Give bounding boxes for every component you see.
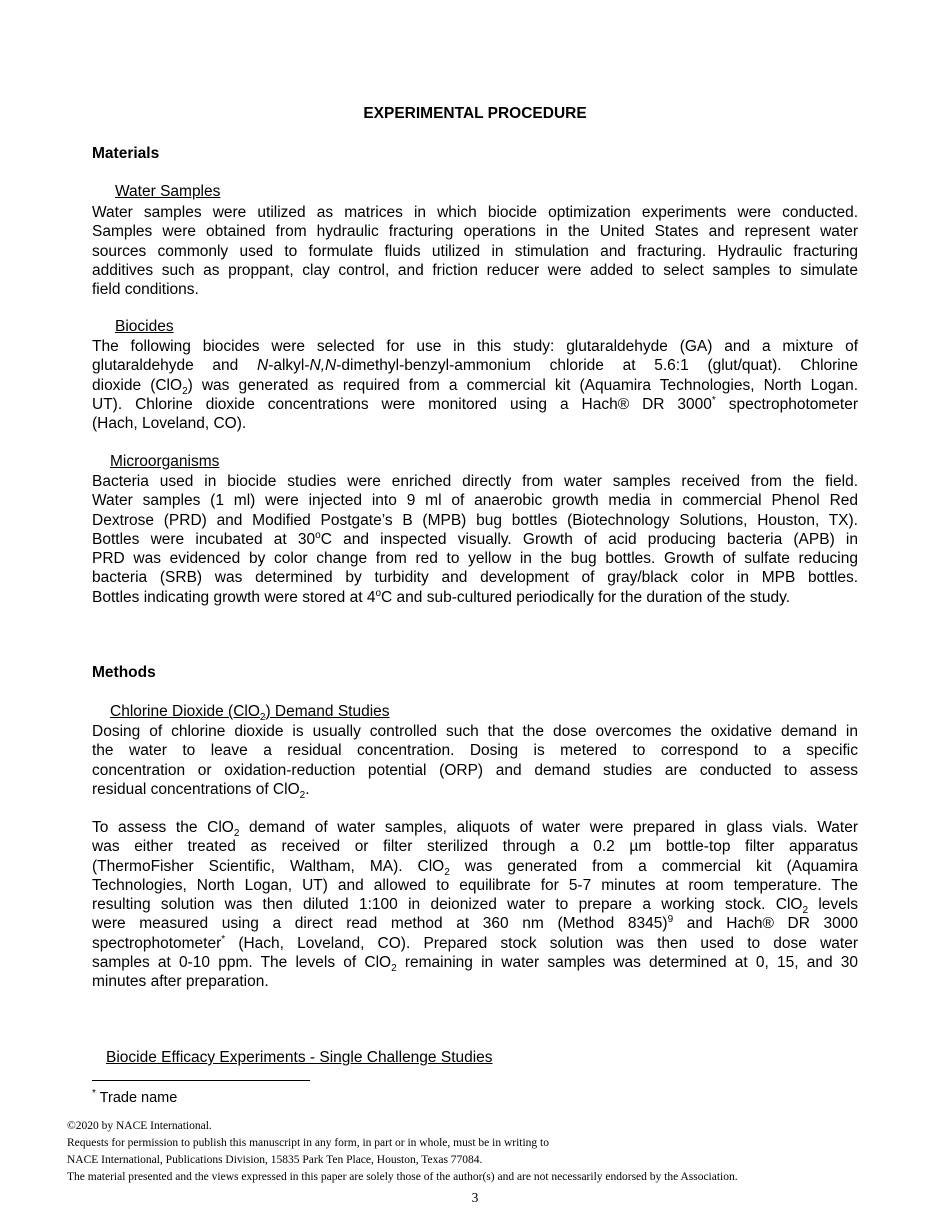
text-run: remaining in water samples was determined at 0, 15, and 30 — [396, 954, 858, 972]
text-run: -alkyl- — [268, 357, 310, 375]
text-line: sources commonly used to formulate fluids utilized in stimulation and fracturing. Hydraulic fracturing — [92, 242, 858, 260]
microorganisms-heading: Microorganisms — [110, 453, 220, 470]
italic-text: N,N — [309, 357, 337, 375]
biocides-paragraph — [92, 337, 858, 433]
demand-studies-heading — [110, 703, 390, 724]
materials-heading: Materials — [92, 145, 160, 162]
text-run: C and inspected visually. Growth of acid producing bacteria (APB) in — [320, 530, 858, 548]
text-run: were measured using a direct read method at 360 nm (Method 8345) — [92, 915, 668, 933]
text-line — [92, 934, 858, 953]
biocides-heading: Biocides — [115, 318, 174, 335]
subscript: 2 — [259, 712, 266, 724]
text-line: the water to leave a residual concentration. Dosing is metered to correspond to a specific — [92, 742, 858, 760]
text-run: Bottles indicating growth were stored at 4 — [92, 588, 376, 606]
text-run: (Hach, Loveland, CO). Prepared stock solution was then used to dose water — [225, 934, 858, 952]
text-run: -dimethyl-benzyl-ammonium chloride at 5.6:1 (glut/quat). Chlorine — [336, 357, 858, 375]
text-run: spectrophotometer — [92, 934, 222, 952]
text-run: UT). Chlorine dioxide concentrations were monitored using a Hach® DR 3000 — [92, 395, 712, 413]
superscript: * — [221, 933, 226, 945]
superscript: * — [711, 394, 716, 406]
text-line: Water samples (1 ml) were injected into 9 ml of anaerobic growth media in commercial Phenol Red — [92, 492, 858, 510]
text-line — [92, 953, 858, 975]
microorganisms-paragraph — [92, 472, 858, 607]
methods-heading: Methods — [92, 664, 156, 681]
superscript: 9 — [667, 914, 674, 926]
text-line: Dextrose (PRD) and Modified Postgate’s B (MPB) bug bottles (Biotechnology Solutions, Houston, TX). — [92, 511, 858, 529]
demand-paragraph-2 — [92, 818, 858, 992]
text-run: ) was generated as required from a commercial kit (Aquamira Technologies, North Logan. — [187, 376, 859, 394]
water-samples-paragraph — [92, 203, 858, 299]
text-run: . — [305, 780, 310, 798]
address-line: NACE International, Publications Division, 15835 Park Ten Place, Houston, Texas 77084. — [67, 1154, 483, 1166]
text-line: minutes after preparation. — [92, 973, 269, 991]
page-number: 3 — [471, 1190, 479, 1205]
subscript: 2 — [391, 963, 397, 975]
text-run: C and sub-cultured periodically for the duration of the study. — [381, 588, 791, 606]
subscript: 2 — [299, 789, 306, 801]
text-line: concentration or oxidation-reduction potential (ORP) and demand studies are conducted to assess — [92, 761, 858, 779]
subscript: 2 — [233, 828, 240, 840]
text-run: was generated from a commercial kit (Aquamira — [449, 857, 858, 875]
text-run: dioxide (ClO — [92, 376, 183, 394]
text-run: spectrophotometer — [715, 395, 858, 413]
text-line — [92, 857, 858, 876]
text-run: residual concentrations of ClO — [92, 780, 300, 798]
text-line — [92, 895, 858, 917]
copyright-line: ©2020 by NACE International. — [67, 1120, 212, 1132]
superscript: o — [315, 529, 321, 541]
text-run: ) Demand Studies — [265, 703, 390, 720]
text-line: Technologies, North Logan, UT) and allowed to equilibrate for 5-7 minutes at room temperature. The — [92, 876, 858, 894]
text-line: Samples were obtained from hydraulic fracturing operations in the United States and represent water — [92, 223, 858, 241]
subscript: 2 — [444, 866, 450, 878]
text-line: was either treated as received or filter sterilized through a 0.2 µm bottle-top filter apparatus — [92, 838, 858, 856]
superscript: o — [375, 587, 382, 599]
footnote-mark: * — [92, 1088, 96, 1100]
text-line — [92, 376, 858, 395]
water-samples-heading: Water Samples — [115, 183, 221, 200]
text-line: PRD was evidenced by color change from red to yellow in the bug bottles. Growth of sulfate reducing — [92, 550, 858, 568]
text-run: Bottles were incubated at 30 — [92, 530, 316, 548]
text-line: Dosing of chlorine dioxide is usually controlled such that the dose overcomes the oxidative demand in — [92, 723, 858, 740]
text-line: field conditions. — [92, 281, 199, 299]
text-run: glutaraldehyde and — [92, 357, 257, 375]
text-run: Chlorine Dioxide (ClO — [110, 703, 260, 720]
text-line: (Hach, Loveland, CO). — [92, 415, 247, 433]
text-line — [92, 395, 858, 414]
text-run: (ThermoFisher Scientific, Waltham, MA). ClO — [92, 857, 445, 875]
subscript: 2 — [182, 385, 188, 397]
text-line: Bacteria used in biocide studies were enriched directly from water samples received from the field. — [92, 473, 858, 490]
text-line: additives such as proppant, clay control, and friction reducer were added to select samples to simulate — [92, 261, 858, 279]
footnote — [92, 1090, 177, 1106]
text-line — [92, 914, 858, 933]
text-line: The following biocides were selected for use in this study: glutaraldehyde (GA) and a mixture of — [92, 338, 858, 355]
text-run: levels — [808, 896, 858, 914]
footnote-rule — [92, 1080, 310, 1081]
text-line: bacteria (SRB) was determined by turbidity and development of gray/black color in MPB bottles. — [92, 569, 858, 587]
demand-paragraph-1 — [92, 722, 858, 799]
efficacy-heading: Biocide Efficacy Experiments - Single Challenge Studies — [106, 1049, 493, 1066]
text-line — [92, 356, 858, 375]
disclaimer-line: The material presented and the views expressed in this paper are solely those of the author(s) and are not necessarily endorsed by the Association. — [67, 1171, 738, 1183]
text-line — [92, 780, 858, 799]
text-run: and Hach® DR 3000 — [673, 915, 859, 933]
permission-line: Requests for permission to publish this manuscript in any form, in part or in whole, must be in writing to — [67, 1137, 549, 1149]
subscript: 2 — [802, 905, 809, 917]
text-run: samples at 0-10 ppm. The levels of ClO — [92, 954, 392, 972]
italic-text: N — [256, 357, 269, 375]
text-line — [92, 818, 858, 840]
text-line: Water samples were utilized as matrices in which biocide optimization experiments were conducted. — [92, 204, 858, 221]
text-line — [92, 530, 858, 549]
text-run: demand of water samples, aliquots of water were prepared in glass vials. Water — [239, 819, 858, 836]
text-run: resulting solution was then diluted 1:100 in deionized water to prepare a working stock. ClO — [92, 896, 803, 914]
text-run: To assess the ClO — [92, 819, 234, 836]
footnote-text: Trade name — [95, 1090, 178, 1106]
text-line — [92, 588, 858, 607]
section-title: EXPERIMENTAL PROCEDURE — [363, 105, 587, 122]
